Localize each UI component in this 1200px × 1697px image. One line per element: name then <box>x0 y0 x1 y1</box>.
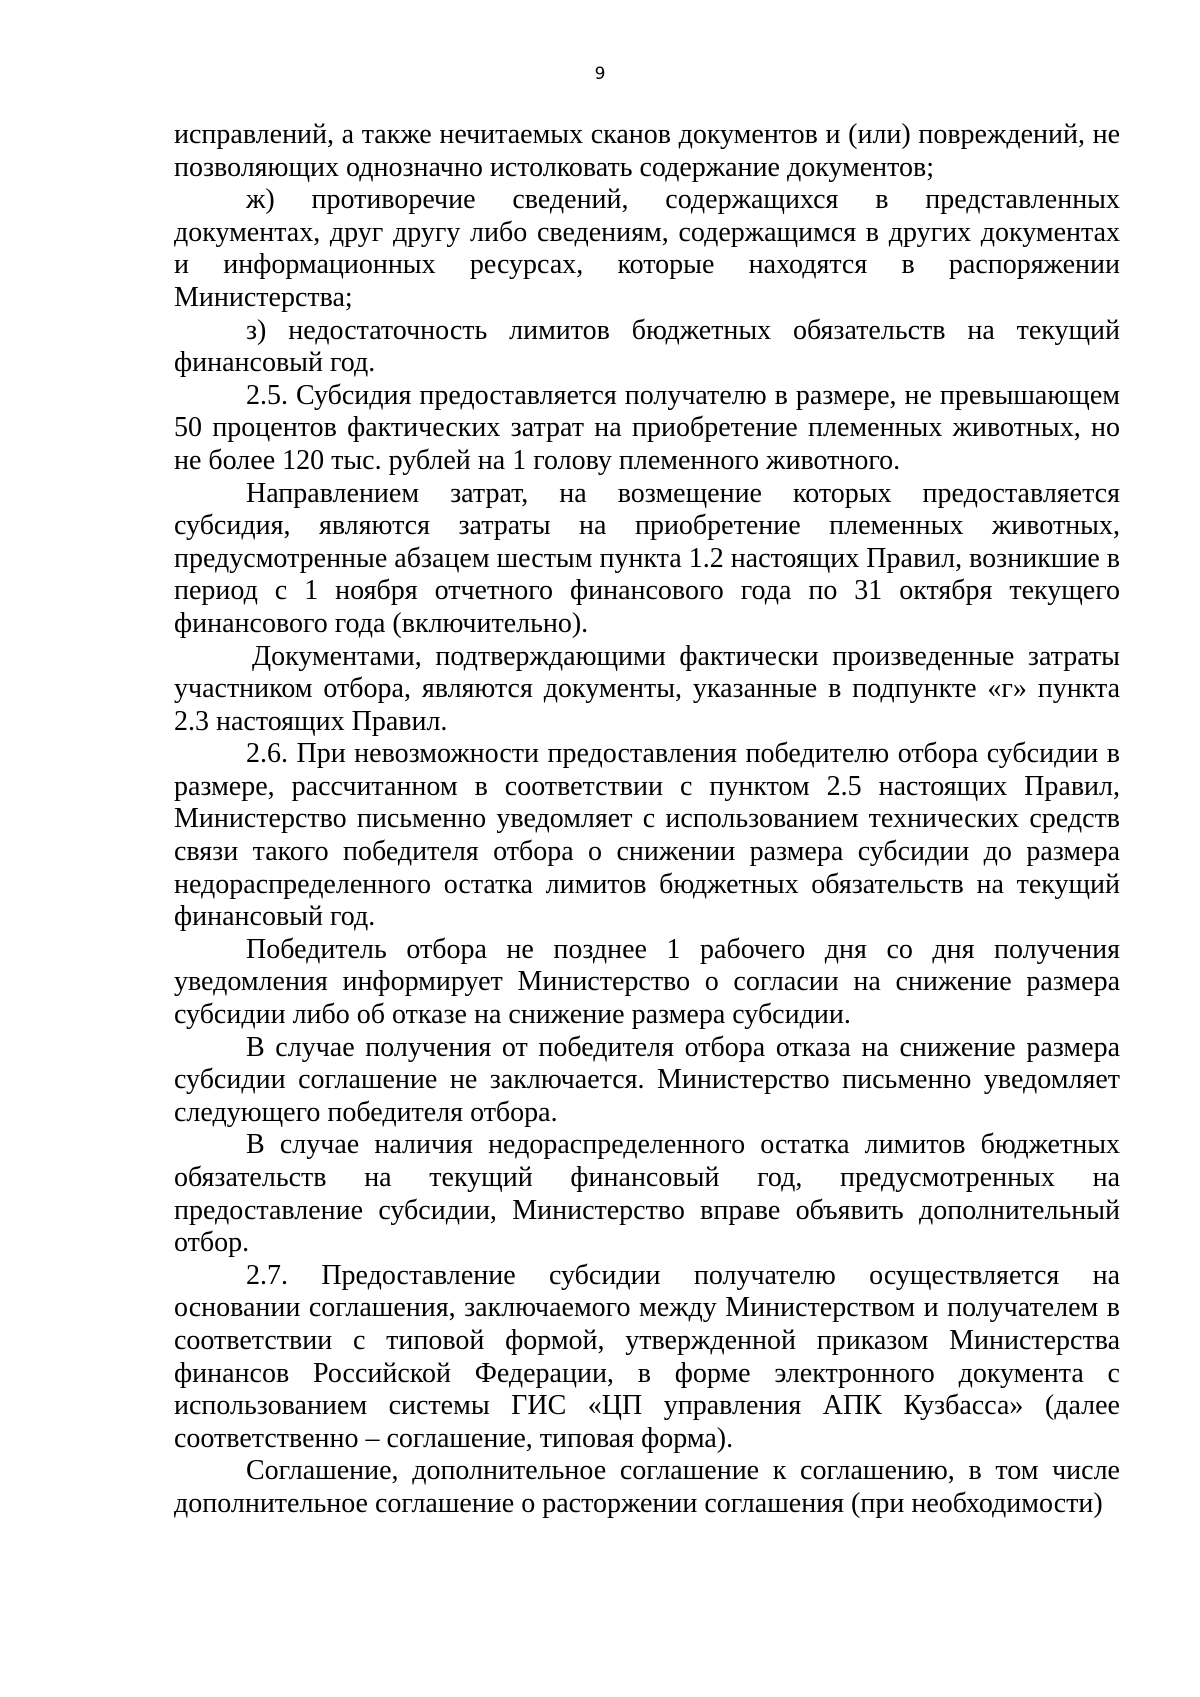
paragraph-continuation: исправлений, а также нечитаемых сканов документов и (или) повреждений, не позволяющих однозначно истолковать содержание документов; <box>174 119 1120 183</box>
paragraph-item-zh: ж) противоречие сведений, содержащихся в представленных документах, друг другу либо сведениям, содержащимся в других документах и информационных ресурсах, которые находятся в распоряжении Министерства; <box>174 184 1120 313</box>
page-number: 9 <box>594 64 606 84</box>
paragraph-item-z: з) недостаточность лимитов бюджетных обязательств на текущий финансовый год. <box>174 314 1120 379</box>
paragraph-additional-selection: В случае наличия недораспределенного остатка лимитов бюджетных обязательств на текущий финансовый год, предусмотренных на предоставление субсидии, Министерство вправе объявить дополнительный отбор. <box>174 1129 1120 1259</box>
paragraph-agreement-continuation: Соглашение, дополнительное соглашение к соглашению, в том числе дополнительное соглашение о расторжении соглашения (при необходимости) <box>174 1455 1120 1519</box>
paragraph-cost-direction: Направлением затрат, на возмещение которых предоставляется субсидия, являются затраты на приобретение племенных животных, предусмотренные абзацем шестым пункта 1.2 настоящих Правил, возникшие в период с 1 ноября отчетного финансового года по 31 октября текущего финансового года (включительно). <box>174 477 1120 639</box>
paragraph-winner-response: Победитель отбора не позднее 1 рабочего дня со дня получения уведомления информирует Министерство о согласии на снижение размера субсидии либо об отказе на снижение размера субсидии. <box>174 933 1120 1031</box>
paragraph-clause-2-7: 2.7. Предоставление субсидии получателю осуществляется на основании соглашения, заключаемого между Министерством и получателем в соответствии с типовой формой, утвержденной приказом Министерства финансов Российской Федерации, в форме электронного документа с использованием системы ГИС «ЦП управления АПК Кузбасса» (далее соответственно – соглашение, типовая форма). <box>174 1259 1120 1454</box>
paragraph-refusal-case: В случае получения от победителя отбора отказа на снижение размера субсидии соглашение не заключается. Министерство письменно уведомляет следующего победителя отбора. <box>174 1031 1120 1128</box>
paragraph-supporting-documents: Документами, подтверждающими фактически произведенные затраты участником отбора, являются документы, указанные в подпункте «г» пункта 2.3 настоящих Правил. <box>174 640 1120 737</box>
paragraph-clause-2-6: 2.6. При невозможности предоставления победителю отбора субсидии в размере, рассчитанном в соответствии с пунктом 2.5 настоящих Правил, Министерство письменно уведомляет с использованием технических средств связи такого победителя отбора о снижении размера субсидии до размера недораспределенного остатка лимитов бюджетных обязательств на текущий финансовый год. <box>174 738 1120 933</box>
paragraph-clause-2-5: 2.5. Субсидия предоставляется получателю в размере, не превышающем 50 процентов фактических затрат на приобретение племенных животных, но не более 120 тыс. рублей на 1 голову племенного животного. <box>174 379 1120 476</box>
document-body <box>174 119 1120 1521</box>
